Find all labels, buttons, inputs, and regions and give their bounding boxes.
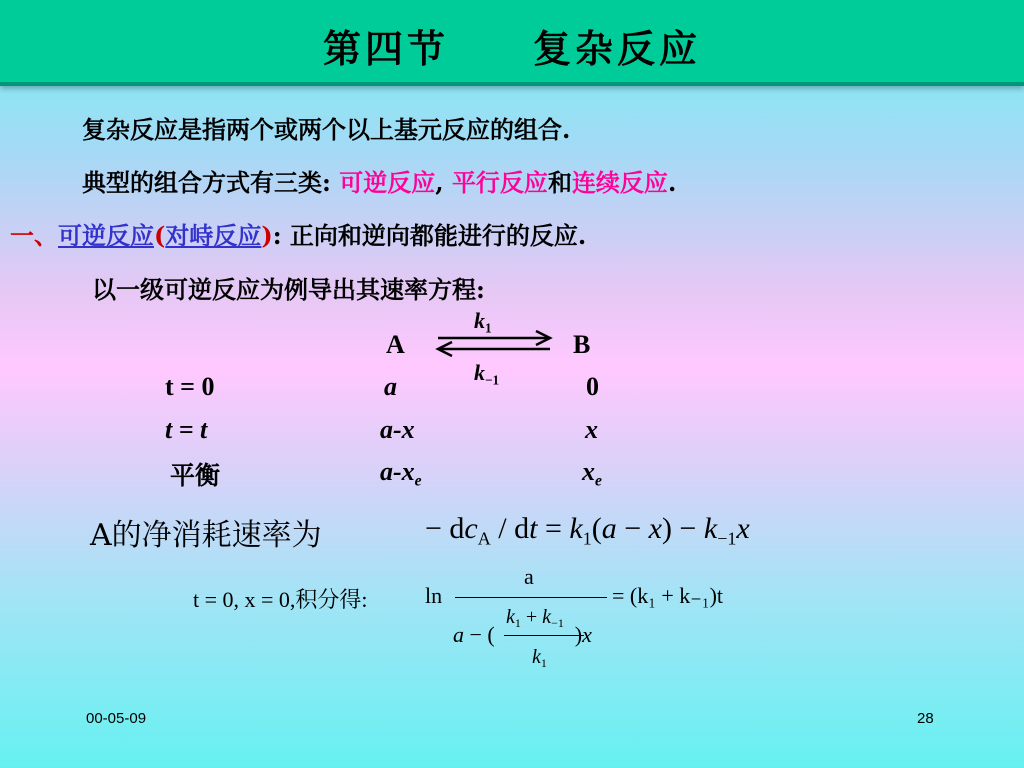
k-forward-label: $k_1$ [474, 308, 492, 336]
intro-line-2 [82, 163, 676, 198]
type-reversible: 可逆反应 [339, 168, 436, 197]
type-consecutive: 连续反应 [571, 168, 668, 197]
page-number: 28 [917, 710, 934, 727]
row-eq-b: $x_e$ [582, 457, 602, 490]
row-tt-a: a-x [380, 415, 415, 444]
row-t0-label: t = 0 [165, 372, 215, 401]
inner-numerator: $k_1 + k_{-1}$ [506, 606, 564, 631]
type-parallel: 平行反应 [451, 168, 548, 197]
equilibrium-arrows [432, 330, 557, 358]
product-b: B [573, 330, 591, 359]
main-fraction-bar [455, 597, 607, 598]
slide-title: 第四节 复杂反应 [322, 26, 701, 71]
rate-label: A的净消耗速率为 [90, 518, 322, 553]
row-eq-label: 平衡 [170, 461, 221, 490]
paren-open: ( [154, 221, 166, 250]
intro-line-2-prefix: 典型的组合方式有三类: [82, 168, 331, 197]
paren-close: ) [261, 221, 273, 250]
row-tt-label: t = t [165, 415, 208, 444]
section-number: 一、 [10, 221, 58, 250]
intro-line-1: 复杂反应是指两个或两个以上基元反应的组合. [82, 115, 571, 144]
rate-equation: − $dc_A$ / dt = $k_1(a - x) - k_{-1}x$ [425, 512, 750, 549]
footer-date: 00-05-09 [86, 710, 147, 727]
fraction-denominator: a − ( )x [453, 622, 592, 647]
link-reversible-reaction[interactable]: 可逆反应 [58, 221, 154, 250]
fraction-numerator: a [524, 564, 534, 589]
link-opposing-reaction[interactable]: 对峙反应 [165, 221, 262, 250]
section-description: : 正向和逆向都能进行的反应. [272, 221, 587, 250]
integral-condition: t = 0, x = 0,积分得: [193, 587, 368, 612]
row-t0-b: 0 [586, 372, 599, 401]
row-t0-a: a [384, 372, 397, 401]
inner-denominator: $k_1$ [532, 646, 547, 671]
row-eq-a: $a-x_e$ [380, 457, 422, 490]
integral-rhs: = (k₁ + k₋₁)t [612, 583, 724, 608]
derivation-intro: 以一级可逆反应为例导出其速率方程: [92, 275, 485, 304]
type-separator-1: , [435, 168, 444, 197]
type-end: . [667, 168, 677, 197]
type-separator-2: 和 [547, 168, 572, 197]
inner-fraction-bar [504, 635, 584, 636]
title-bar [0, 0, 1024, 86]
row-tt-b: x [585, 415, 598, 444]
ln-label: ln [425, 583, 443, 608]
section-heading [10, 216, 586, 251]
reactant-a: A [386, 330, 405, 359]
k-reverse-label: $k_{-1}$ [474, 360, 500, 388]
